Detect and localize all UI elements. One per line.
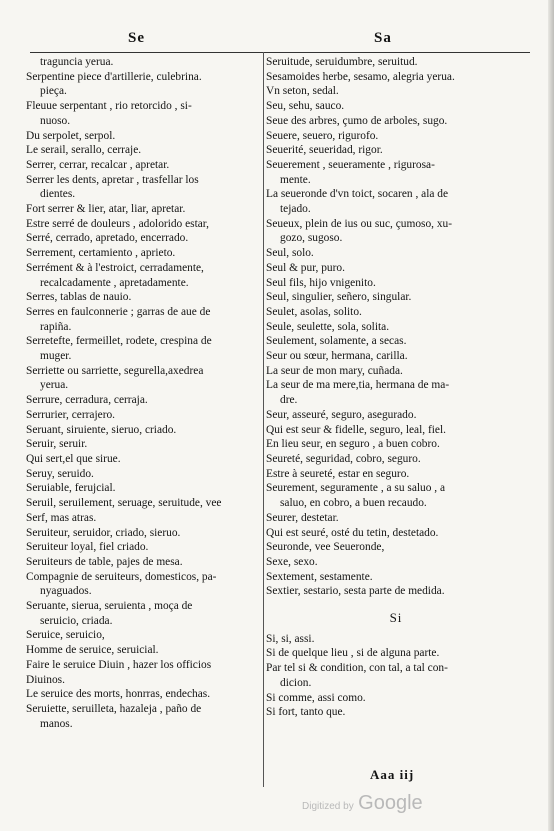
dictionary-entry-line: nuoso. <box>40 114 71 127</box>
dictionary-entry-line: Seueux, plein de ius ou suc, çumoso, xu- <box>266 217 453 230</box>
dictionary-entry-line: pieça. <box>40 85 67 98</box>
dictionary-entry-line: Seruiette, seruilleta, hazaleja , paño de <box>26 702 202 715</box>
dictionary-entry-line: mente. <box>280 173 311 186</box>
dictionary-entry-line: seruicio, criada. <box>40 614 113 627</box>
dictionary-entry-line: Seulement, solamente, a secas. <box>266 335 407 348</box>
dictionary-entry-line: Fleuue serpentant , rio retorcido , si- <box>26 100 192 113</box>
dictionary-entry-line: Seul fils, hijo vnigenito. <box>266 276 376 289</box>
dictionary-entry-line: Seuere, seuero, rigurofo. <box>266 129 379 142</box>
left-running-head: Se <box>128 30 145 46</box>
dictionary-entry-line: Seuerement , seueramente , rigurosa- <box>266 158 435 171</box>
dictionary-entry-line: Seul & pur, puro. <box>266 261 345 274</box>
dictionary-entry-line: Seruante, sierua, seruienta , moça de <box>26 600 193 613</box>
dictionary-entry-line: manos. <box>40 717 73 730</box>
dictionary-entry-line: Seruil, seruilement, seruage, seruitude, vee <box>26 497 222 510</box>
dictionary-entry-line: Serrément & à l'estroict, cerradamente, <box>26 261 204 274</box>
dictionary-entry-line: Seurement, seguramente , a su saluo , a <box>266 482 446 495</box>
dictionary-entry-line: Homme de seruice, seruicial. <box>26 644 159 657</box>
dictionary-entry-line: saluo, en cobro, a buen recaudo. <box>280 497 427 510</box>
dictionary-entry-line: Serrer, cerrar, recalcar , apretar. <box>26 158 170 171</box>
dictionary-entry-line: Seruiteur loyal, fiel criado. <box>26 541 149 554</box>
right-column-entries <box>266 55 526 599</box>
dictionary-entry-line: Le seruice des morts, honrras, endechas. <box>26 688 211 701</box>
dictionary-entry-line: Seruant, siruiente, sieruo, criado. <box>26 423 177 436</box>
dictionary-entry-line: Seureté, seguridad, cobro, seguro. <box>266 452 421 465</box>
dictionary-entry-line: tejado. <box>280 203 311 216</box>
dictionary-entry-line: Estre à seureté, estar en seguro. <box>266 467 410 480</box>
dictionary-entry-line: Estre serré de douleurs , adolorido estar, <box>26 217 209 230</box>
dictionary-entry-line: Seruitude, seruidumbre, seruitud. <box>266 56 418 68</box>
dictionary-entry-line: Seue des arbres, çumo de arboles, sugo. <box>266 114 448 127</box>
dictionary-entry-line: Vn seton, sedal. <box>266 85 339 98</box>
dictionary-entry-line: Seul, solo. <box>266 247 314 260</box>
dictionary-entry-line: Par tel si & condition, con tal, a tal con- <box>266 662 448 675</box>
dictionary-entry-line: nyaguados. <box>40 585 92 598</box>
dictionary-entry-line: La seueronde d'vn toict, socaren , ala de <box>266 188 449 201</box>
dictionary-entry-line: Seu, sehu, sauco. <box>266 100 345 113</box>
dictionary-entry-line: Si fort, tanto que. <box>266 706 346 719</box>
dictionary-entry-line: Seruy, seruido. <box>26 467 94 480</box>
dictionary-entry-line: La seur de mon mary, cuñada. <box>266 364 403 377</box>
dictionary-entry-line: En lieu seur, en seguro , a buen cobro. <box>266 438 440 451</box>
dictionary-entry-line: recalcadamente , apretadamente. <box>40 276 189 289</box>
dictionary-entry-line: Seuerité, seueridad, rigor. <box>266 144 383 157</box>
digitized-watermark <box>302 792 423 815</box>
dictionary-entry-line: Seuronde, vee Seueronde, <box>266 541 385 554</box>
dictionary-entry-line: Compagnie de seruiteurs, domesticos, pa- <box>26 570 217 583</box>
dictionary-entry-line: Serrer les dents, apretar , trasfellar los <box>26 173 199 186</box>
section-heading-si: Si <box>389 610 403 626</box>
dictionary-entry-line: Serrurier, cerrajero. <box>26 408 116 421</box>
dictionary-entry-line: Serré, cerrado, apretado, encerrado. <box>26 232 189 245</box>
dictionary-entry-line: Diuinos. <box>26 673 65 686</box>
watermark-logo: Google <box>358 792 423 814</box>
dictionary-entry-line: Qui est seur & fidelle, seguro, leal, fiel. <box>266 423 446 436</box>
dictionary-entry-line: Serretefte, fermeillet, rodete, crespina de <box>26 335 212 348</box>
dictionary-entry-line: Du serpolet, serpol. <box>26 129 116 142</box>
dictionary-entry-line: Seule, seulette, sola, solita. <box>266 320 390 333</box>
dictionary-entry-line: dicion. <box>280 676 312 689</box>
dictionary-entry-line: muger. <box>40 350 72 363</box>
si-entries <box>266 632 526 720</box>
dictionary-entry-line: Qui sert,el que sirue. <box>26 452 121 465</box>
top-rule <box>30 52 530 53</box>
left-column <box>26 55 266 731</box>
dictionary-entry-line: Si de quelque lieu , si de alguna parte. <box>266 647 440 660</box>
signature-mark: Aaa iij <box>370 767 415 782</box>
dictionary-entry-line: Seurer, destetar. <box>266 511 339 524</box>
dictionary-entry-line: Seruiteur, seruidor, criado, sieruo. <box>26 526 181 539</box>
dictionary-entry-line: Si comme, assi como. <box>266 691 366 704</box>
dictionary-entry-line: Seruice, seruicio, <box>26 629 105 642</box>
dictionary-entry-line: Seur, asseuré, seguro, asegurado. <box>266 408 417 421</box>
dictionary-entry-line: Seruiteurs de table, pajes de mesa. <box>26 555 183 568</box>
dictionary-entry-line: gozo, sugoso. <box>280 232 343 245</box>
dictionary-entry-line: Seur ou sœur, hermana, carilla. <box>266 350 408 363</box>
dictionary-entry-line: traguncia yerua. <box>40 56 114 68</box>
dictionary-entry-line: dientes. <box>40 188 76 201</box>
dictionary-entry-line: Serres en faulconnerie ; garras de aue de <box>26 305 211 318</box>
dictionary-entry-line: Seruiable, ferujcial. <box>26 482 116 495</box>
right-column <box>266 55 526 720</box>
page-edge <box>548 0 554 831</box>
dictionary-entry-line: Serrement, certamiento , aprieto. <box>26 247 176 260</box>
dictionary-entry-line: Serres, tablas de nauio. <box>26 291 132 304</box>
dictionary-entry-line: Serf, mas atras. <box>26 511 97 524</box>
dictionary-entry-line: rapiña. <box>40 320 72 333</box>
dictionary-entry-line: Sesamoides herbe, sesamo, alegria yerua. <box>266 70 455 83</box>
dictionary-entry-line: Seul, singulier, señero, singular. <box>266 291 412 304</box>
dictionary-entry-line: Faire le seruice Diuin , hazer los officios <box>26 658 212 671</box>
dictionary-entry-line: Sexe, sexo. <box>266 555 318 568</box>
right-running-head: Sa <box>374 30 392 46</box>
dictionary-entry-line: Qui est seuré, osté du tetin, destetado. <box>266 526 439 539</box>
dictionary-entry-line: dre. <box>280 394 298 407</box>
dictionary-entry-line: La seur de ma mere,tia, hermana de ma- <box>266 379 450 392</box>
dictionary-entry-line: Seulet, asolas, solito. <box>266 305 362 318</box>
dictionary-entry-line: Sextier, sestario, sesta parte de medida. <box>266 585 445 598</box>
dictionary-entry-line: Le serail, serallo, cerraje. <box>26 144 142 157</box>
dictionary-entry-line: yerua. <box>40 379 69 392</box>
dictionary-entry-line: Seruir, seruir. <box>26 438 88 451</box>
dictionary-entry-line: Serrure, cerradura, cerraja. <box>26 394 148 407</box>
watermark-prefix: Digitized by <box>302 801 354 812</box>
dictionary-entry-line: Serriette ou sarriette, segurella,axedrea <box>26 364 204 377</box>
dictionary-entry-line: Serpentine piece d'artillerie, culebrina. <box>26 70 202 83</box>
dictionary-entry-line: Fort serrer & lier, atar, liar, apretar. <box>26 203 186 216</box>
dictionary-entry-line: Si, si, assi. <box>266 632 315 645</box>
dictionary-entry-line: Sextement, sestamente. <box>266 570 373 583</box>
